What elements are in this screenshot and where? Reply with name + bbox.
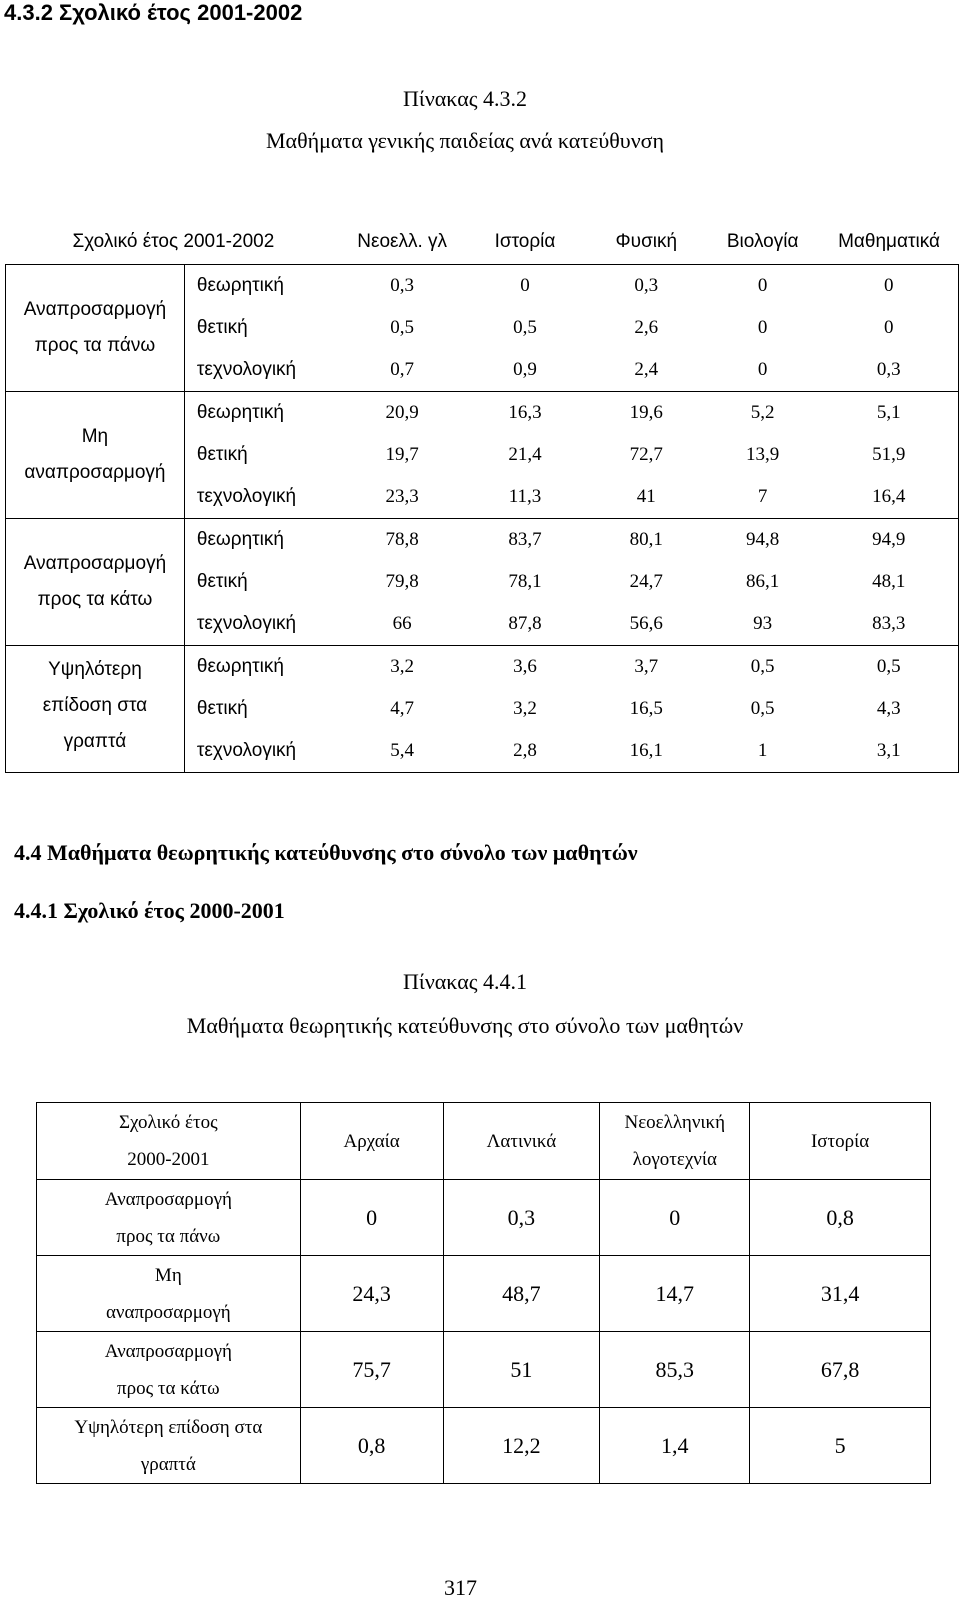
table2-header-cell-line: Ιστορία [810, 1130, 870, 1152]
table1-value-cell: 78,8 [341, 519, 463, 562]
table1-value-cell: 2,4 [587, 349, 706, 392]
table1-value-cell: 83,3 [820, 603, 959, 646]
table1-value-cell: 0 [820, 307, 959, 349]
table1-value-cell: 7 [706, 476, 820, 519]
table1-value-cell: 0 [706, 349, 820, 392]
table2-value-cell: 1,4 [600, 1408, 750, 1484]
table2-header-first-line: 2000-2001 [127, 1149, 210, 1170]
table2-value-cell: 31,4 [750, 1256, 931, 1332]
table1-header-row [6, 220, 959, 265]
table2-row [37, 1180, 931, 1256]
table2-row-label [37, 1332, 301, 1408]
table2-row-label-line: αναπροσαρμογή [105, 1301, 231, 1323]
table1-value-cell: 0,7 [341, 349, 463, 392]
table1-track-label: τεχνολογική [184, 476, 341, 519]
table1-value-cell: 23,3 [341, 476, 463, 519]
table2-row-label-line: γραπτά [140, 1453, 196, 1475]
table2-row-label [37, 1408, 301, 1484]
table2-value-cell: 48,7 [443, 1256, 600, 1332]
table2-value-cell: 14,7 [600, 1256, 750, 1332]
section-4-4-1-title: 4.4.1 Σχολικό έτος 2000-2001 [14, 898, 285, 923]
table1-value-cell: 78,1 [508, 571, 542, 592]
table1-caption-title: Μαθήματα γενικής παιδείας ανά κατεύθυνση [265, 128, 665, 153]
table2 [36, 1102, 931, 1484]
table1-value-cell: 21,4 [508, 444, 542, 465]
table1-group-label-line: Αναπροσαρμογή [23, 552, 167, 574]
table1-group-label [6, 646, 185, 773]
table1-value-cell: 2,8 [463, 730, 587, 773]
table1-value-cell: 16,3 [463, 392, 587, 435]
table1-group-label-line: Μη [81, 425, 109, 447]
table1-value-cell: 41 [587, 476, 706, 519]
table1-group-label-line: αναπροσαρμογή [24, 462, 166, 483]
table2-row-label-line: Μη [154, 1264, 182, 1286]
table1-value-cell: 4,3 [820, 688, 959, 730]
table2-header-cell [300, 1103, 443, 1180]
table2-value-cell: 5 [750, 1408, 931, 1484]
table1-header-cell: Νεοελλ. γλ [341, 220, 463, 265]
table1-value-cell: 0,5 [750, 698, 775, 719]
table1-value-cell: 0,5 [706, 646, 820, 689]
table2-header-first-line: Σχολικό έτος [118, 1112, 218, 1133]
table1-value-cell: 11,3 [463, 476, 587, 519]
table1-value-cell: 5,1 [820, 392, 959, 435]
table1-caption-number: Πίνακας 4.3.2 [403, 86, 527, 111]
table1-value-cell: 48,1 [820, 561, 959, 603]
table2-value-cell: 12,2 [443, 1408, 600, 1484]
table1-value-cell: 0,5 [820, 646, 959, 689]
table1 [5, 220, 959, 773]
table1-value-cell: 19,6 [587, 392, 706, 435]
table2-value-cell: 67,8 [750, 1332, 931, 1408]
table2-value-cell: 75,7 [300, 1332, 443, 1408]
table1-value-cell: 66 [341, 603, 463, 646]
table1-value-cell: 87,8 [463, 603, 587, 646]
table1-value-cell: 2,6 [634, 317, 659, 338]
table2-value-cell: 0,3 [443, 1180, 600, 1256]
table1-header-cell: Ιστορία [463, 220, 587, 265]
table2-row [37, 1408, 931, 1484]
table1-value-cell: 13,9 [746, 444, 780, 465]
table1-header-cell: Βιολογία [706, 220, 820, 265]
table2-row-label [37, 1180, 301, 1256]
table1-value-cell: 0,3 [820, 349, 959, 392]
table1-track-label: θεωρητική [184, 265, 341, 308]
table1-value-cell: 56,6 [587, 603, 706, 646]
table2-row [37, 1332, 931, 1408]
table1-group-label-line: προς τα πάνω [34, 335, 156, 356]
table1-track-label: θετική [184, 688, 341, 730]
table1-group-label-line: Αναπροσαρμογή [23, 298, 167, 320]
table2-row [37, 1256, 931, 1332]
table1-group-label-line: προς τα κάτω [37, 589, 153, 610]
table2-header-cell-line: Νεοελληνική [624, 1112, 726, 1133]
table2-row-label-line: προς τα κάτω [117, 1377, 220, 1399]
table1-track-label: θεωρητική [184, 519, 341, 562]
section-4-4-title: 4.4 Μαθήματα θεωρητικής κατεύθυνσης στο σύνολο των μαθητών [14, 840, 638, 865]
table1-value-cell: 93 [706, 603, 820, 646]
section-title: 4.3.2 Σχολικό έτος 2001-2002 [4, 0, 303, 25]
table1-track-label: τεχνολογική [184, 349, 341, 392]
table2-header-cell [750, 1103, 931, 1180]
table1-track-label: θεωρητική [184, 392, 341, 435]
table2-value-cell: 24,3 [300, 1256, 443, 1332]
table1-header-cell: Φυσική [587, 220, 706, 265]
table2-row-label-line: Αναπροσαρμογή [104, 1188, 232, 1210]
table1-value-cell: 3,2 [513, 698, 537, 719]
table1-value-cell: 0,3 [587, 265, 706, 308]
table1-value-cell: 19,7 [385, 444, 419, 465]
table2-header-cell [443, 1103, 600, 1180]
table1-value-cell: 86,1 [746, 571, 780, 592]
table1-value-cell: 0 [706, 265, 820, 308]
table2-caption-title: Μαθήματα θεωρητικής κατεύθυνσης στο σύνολο των μαθητών [186, 1013, 744, 1038]
table1-value-cell: 3,2 [341, 646, 463, 689]
table1-value-cell: 3,6 [463, 646, 587, 689]
table2-header-first [37, 1103, 301, 1180]
table1-row [6, 519, 959, 562]
page-number: 317 [444, 1575, 477, 1600]
table1-value-cell: 0,5 [390, 317, 415, 338]
table1-value-cell: 24,7 [629, 571, 663, 592]
table1-value-cell: 1 [706, 730, 820, 773]
table1-value-cell: 0,9 [463, 349, 587, 392]
table1-value-cell: 83,7 [463, 519, 587, 562]
table1-value-cell: 0,5 [513, 317, 537, 338]
table1-value-cell: 79,8 [385, 571, 419, 592]
table2-row-label-line: προς τα πάνω [116, 1225, 221, 1247]
table1-value-cell: 16,1 [587, 730, 706, 773]
table2-value-cell: 51 [443, 1332, 600, 1408]
table1-value-cell: 94,9 [820, 519, 959, 562]
table2-row-label-line: Αναπροσαρμογή [104, 1340, 232, 1362]
table1-value-cell: 20,9 [341, 392, 463, 435]
table1-track-label: τεχνολογική [184, 603, 341, 646]
table1-value-cell: 3,7 [587, 646, 706, 689]
table1-group-label-line: επίδοση στα [42, 695, 148, 717]
table2-header-cell-line: λογοτεχνία [632, 1149, 717, 1170]
table2-row-label-line: Υψηλότερη επίδοση στα [74, 1416, 263, 1438]
table1-group-label [6, 519, 185, 646]
table1-track-label: θεωρητική [184, 646, 341, 689]
table1-track-label: τεχνολογική [184, 730, 341, 773]
table1-value-cell: 5,4 [341, 730, 463, 773]
table1-value-cell: 80,1 [587, 519, 706, 562]
table1-value-cell: 4,7 [390, 698, 415, 719]
table1-value-cell: 51,9 [820, 434, 959, 476]
table1-value-cell: 0 [757, 317, 768, 338]
table2-header-row [37, 1103, 931, 1180]
table1-track-label: θετική [184, 307, 341, 349]
table1-group-label-line: Υψηλότερη [48, 659, 142, 680]
table1-value-cell: 94,8 [706, 519, 820, 562]
table2-value-cell: 85,3 [600, 1332, 750, 1408]
table1-row [6, 265, 959, 308]
table1-header-cell: Μαθηματικά [820, 220, 959, 265]
table2-value-cell: 0,8 [300, 1408, 443, 1484]
table1-value-cell: 16,4 [820, 476, 959, 519]
table1-header-cell: Σχολικό έτος 2001-2002 [6, 220, 342, 265]
table2-header-cell-line: Αρχαία [343, 1130, 400, 1152]
table2-row-label [37, 1256, 301, 1332]
table2-header-cell-line: Λατινικά [486, 1130, 557, 1152]
table1-value-cell: 0 [820, 265, 959, 308]
table1-value-cell: 3,1 [820, 730, 959, 773]
table2-caption-number: Πίνακας 4.4.1 [403, 969, 527, 994]
table1-group-label [6, 392, 185, 519]
table1-value-cell: 0,3 [341, 265, 463, 308]
table2-value-cell: 0 [300, 1180, 443, 1256]
table1-row [6, 392, 959, 435]
table2-value-cell: 0,8 [750, 1180, 931, 1256]
table1-value-cell: 0 [463, 265, 587, 308]
table1-value-cell: 72,7 [629, 444, 663, 465]
table2-header-cell [600, 1103, 750, 1180]
table1-value-cell: 5,2 [706, 392, 820, 435]
table1-row [6, 646, 959, 689]
table2-value-cell: 0 [600, 1180, 750, 1256]
table1-track-label: θετική [184, 434, 341, 476]
table1-value-cell: 16,5 [629, 698, 663, 719]
table1-group-label [6, 265, 185, 392]
table1-group-label-line: γραπτά [63, 731, 127, 753]
table1-track-label: θετική [184, 561, 341, 603]
